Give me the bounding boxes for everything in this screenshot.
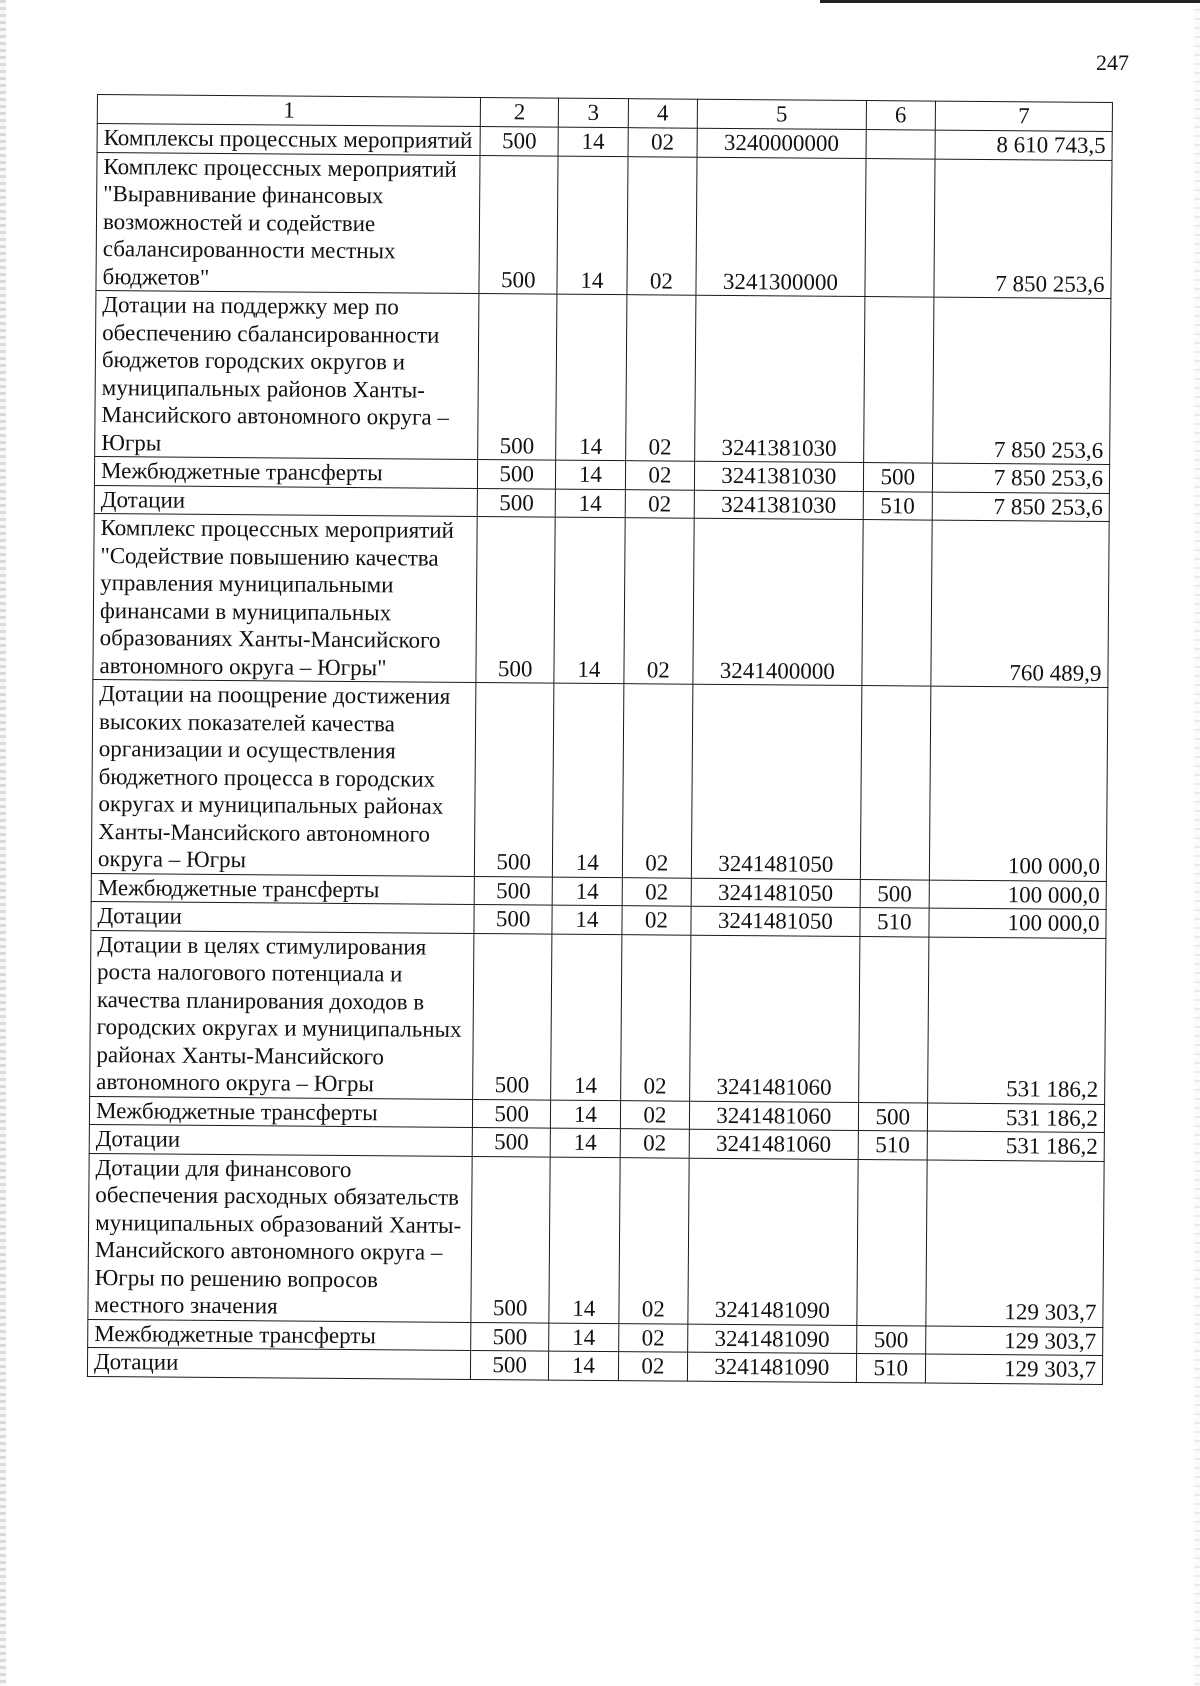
row-col-4: 02 [620,1129,690,1158]
scan-edge-right [1194,0,1200,1686]
row-amount: 129 303,7 [926,1326,1103,1356]
row-col-4: 02 [619,1157,690,1324]
row-name: Дотации на поддержку мер по обеспечению сбалансированности бюджетов городских округов и муниципальных районов Ханты-Мансийского автономного округа – Югры [95,290,480,459]
row-col-6: 500 [863,463,933,492]
row-col-4: 02 [625,295,696,462]
row-col-3: 14 [556,294,627,461]
row-col-2: 500 [478,294,557,461]
row-col-2: 500 [471,1156,550,1323]
table-row [88,1153,1104,1327]
budget-table [87,94,1113,1384]
table-row [91,679,1107,880]
row-col-4: 02 [624,518,695,685]
row-col-3: 14 [554,517,625,684]
row-name: Межбюджетные трансферты [91,873,474,905]
header-col-3: 3 [558,98,628,128]
row-amount: 100 000,0 [929,908,1106,938]
row-col-2: 500 [471,1322,549,1351]
row-col-5: 3241481050 [691,684,861,879]
scan-top-border [820,0,1200,3]
row-col-2: 500 [473,1099,551,1128]
row-col-3: 14 [551,1100,621,1129]
row-col-5: 3241381030 [695,461,864,491]
row-col-4: 02 [618,1352,688,1381]
row-amount: 7 850 253,6 [933,297,1111,464]
row-col-3: 14 [551,934,622,1101]
row-name: Межбюджетные трансферты [94,456,477,488]
row-col-3: 14 [555,489,625,518]
header-col-6: 6 [866,101,936,131]
row-col-6: 510 [858,1131,928,1160]
header-col-2: 2 [481,98,559,128]
row-col-4: 02 [627,156,698,295]
row-col-4: 02 [622,906,692,935]
row-amount: 7 850 253,6 [932,463,1109,493]
row-col-6 [863,297,934,464]
row-col-5: 3241481090 [688,1158,858,1325]
row-col-6: 500 [860,879,930,908]
row-name: Комплекс процессных мероприятий "Выравнивание финансовых возможностей и содействие сбалансированности местных бюджетов" [96,152,480,294]
row-amount: 531 186,2 [927,1103,1104,1133]
row-amount: 531 186,2 [927,1131,1104,1161]
row-col-2: 500 [476,517,555,684]
row-name: Дотации в целях стимулирования роста налогового потенциала и качества планирования доходов в городских округах и муниципальных районах Ханты-Мансийского автономного округа – Югры [90,930,475,1099]
row-col-5: 3241481090 [688,1352,857,1382]
row-name: Комплекс процессных мероприятий "Содействие повышению качества управления муниципальными финансами в муниципальных образованиях Ханты-Мансийского автономного округа – Югры" [93,513,478,682]
row-col-6: 510 [856,1354,926,1383]
row-amount: 129 303,7 [925,1354,1102,1384]
row-col-3: 14 [552,877,622,906]
row-col-2: 500 [478,460,556,489]
row-col-5: 3241481060 [690,1101,859,1131]
header-col-4: 4 [628,99,698,129]
row-col-2: 500 [477,488,555,517]
row-amount: 7 850 253,6 [932,492,1109,522]
row-name: Межбюджетные трансферты [88,1319,471,1351]
row-col-5: 3241481060 [689,1129,858,1159]
row-col-5: 3241481050 [691,878,860,908]
row-amount: 760 489,9 [931,520,1109,687]
row-col-2: 500 [474,904,552,933]
row-col-6: 500 [856,1325,926,1354]
row-amount: 100 000,0 [929,880,1106,910]
row-amount: 129 303,7 [926,1160,1104,1327]
row-col-5: 3241481060 [690,935,860,1102]
row-name: Межбюджетные трансферты [89,1096,472,1128]
row-col-3: 14 [549,1157,620,1324]
row-col-5: 3241400000 [693,518,863,685]
row-col-6 [858,936,929,1103]
row-col-4: 02 [628,128,698,157]
row-col-3: 14 [558,127,628,156]
row-col-2: 500 [471,1350,549,1379]
row-col-2: 500 [472,1127,550,1156]
row-col-4: 02 [625,461,695,490]
row-col-3: 14 [550,1128,620,1157]
row-col-2: 500 [475,682,554,876]
table-row [96,152,1112,298]
row-amount: 100 000,0 [929,686,1107,881]
row-col-2: 500 [473,933,552,1100]
header-col-5: 5 [697,99,866,129]
table-row [95,290,1111,464]
row-col-6 [865,158,936,297]
row-col-5: 3241481050 [691,906,860,936]
row-col-6 [860,686,931,880]
row-name: Комплексы процессных мероприятий [97,124,480,156]
row-col-6 [856,1159,927,1326]
row-col-6 [866,130,936,159]
row-col-3: 14 [557,156,628,295]
row-col-4: 02 [625,489,695,518]
row-col-5: 3241481090 [688,1324,857,1354]
table-row [90,930,1106,1104]
row-name: Дотации [91,901,474,933]
row-name: Дотации [87,1347,470,1379]
row-col-6: 500 [858,1102,928,1131]
row-amount: 8 610 743,5 [935,130,1112,160]
row-col-3: 14 [549,1351,619,1380]
row-col-4: 02 [622,684,693,878]
row-col-3: 14 [553,683,624,877]
row-col-5: 3241300000 [696,157,866,297]
row-col-4: 02 [618,1323,688,1352]
header-col-1: 1 [97,95,480,127]
row-col-2: 500 [479,155,558,294]
row-name: Дотации [94,485,477,517]
row-col-4: 02 [620,1100,690,1129]
row-amount: 7 850 253,6 [934,159,1112,299]
row-col-5: 3240000000 [697,128,866,158]
row-col-3: 14 [552,905,622,934]
row-col-3: 14 [549,1323,619,1352]
row-col-5: 3241381030 [694,490,863,520]
table-row [93,513,1109,687]
row-col-6 [861,520,932,687]
row-name: Дотации [89,1124,472,1156]
row-name: Дотации для финансового обеспечения расходных обязательств муниципальных образований Ханты-Мансийского автономного округа – Югры по решению вопросов местного значения [88,1153,473,1322]
row-name: Дотации на поощрение достижения высоких показателей качества организации и осуществления бюджетного процесса в городских округах и муниципальных районах Ханты-Мансийского автономного округа – Югры [91,679,476,876]
page-number: 247 [1096,50,1129,75]
row-col-5: 3241381030 [695,295,865,462]
row-col-4: 02 [620,934,691,1101]
row-col-2: 500 [474,876,552,905]
scan-edge-left [0,0,6,1686]
row-amount: 531 186,2 [928,937,1106,1104]
row-col-6: 510 [863,491,933,520]
row-col-2: 500 [480,127,558,156]
header-col-7: 7 [935,101,1112,131]
row-col-4: 02 [622,877,692,906]
row-col-3: 14 [556,460,626,489]
row-col-6: 510 [859,908,929,937]
